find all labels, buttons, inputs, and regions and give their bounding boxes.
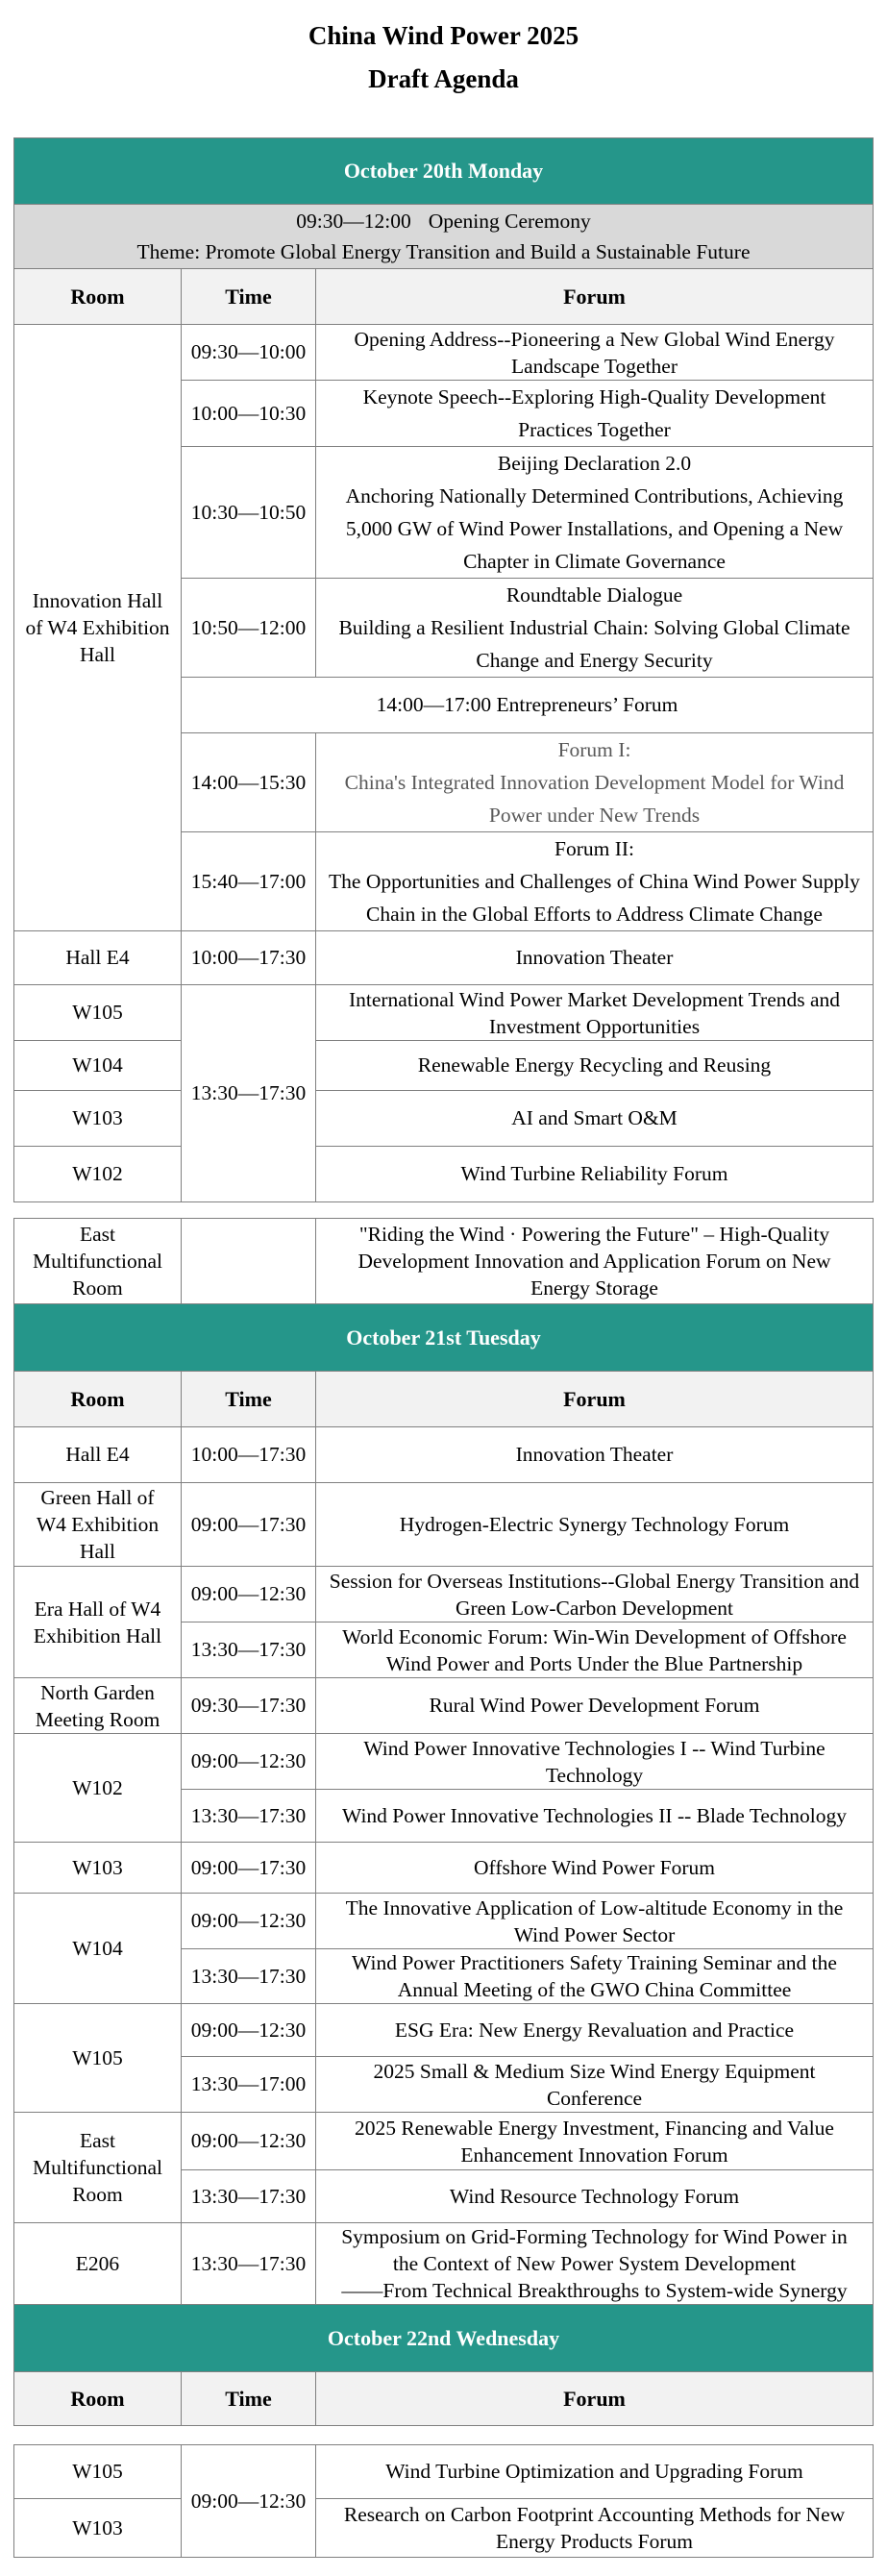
day-label: October 22nd Wednesday xyxy=(14,2305,874,2372)
room-cell: Hall E4 xyxy=(14,1427,182,1483)
room-line: Multifunctional xyxy=(33,2156,162,2179)
time-cell: 10:30—10:50 xyxy=(182,447,316,579)
room-cell: W103 xyxy=(14,1843,182,1894)
ceremony-theme: Theme: Promote Global Energy Transition and Build a Sustainable Future xyxy=(136,240,751,263)
forum-cell: Wind Power Innovative Technologies II -- Blade Technology xyxy=(316,1790,874,1843)
forum-cell xyxy=(316,2113,874,2170)
forum-line: International Wind Power Market Development Trends and xyxy=(348,987,841,1011)
room-line: of W4 Exhibition xyxy=(25,616,170,639)
forum-cell xyxy=(316,733,874,832)
time-cell: 09:00—12:30 xyxy=(182,1894,316,1949)
forum-cell: Wind Turbine Optimization and Upgrading Forum xyxy=(316,2445,874,2499)
room-cell: W102 xyxy=(14,1734,182,1843)
ceremony-heading-line xyxy=(18,206,869,236)
column-header-room: Room xyxy=(14,1372,182,1427)
time-cell: 09:00—12:30 xyxy=(182,2113,316,2170)
forum-line: ——From Technical Breakthroughs to System-wide Synergy xyxy=(341,2279,848,2302)
document-subtitle: Draft Agenda xyxy=(368,64,519,93)
forum-cell xyxy=(316,832,874,931)
forum-cell xyxy=(316,1567,874,1622)
session-row xyxy=(14,2004,874,2057)
forum-line: Keynote Speech--Exploring High-Quality Development xyxy=(362,385,826,409)
forum-cell xyxy=(316,1622,874,1678)
column-header-row xyxy=(14,269,874,325)
forum-cell xyxy=(316,2223,874,2305)
forum-line: Enhancement Innovation Forum xyxy=(460,2143,728,2167)
time-cell: 09:00—12:30 xyxy=(182,1734,316,1790)
column-header-time: Time xyxy=(182,1372,316,1427)
session-row xyxy=(14,985,874,1041)
forum-line: Energy Storage xyxy=(530,1276,658,1300)
forum-cell xyxy=(316,447,874,579)
time-cell: 13:30—17:30 xyxy=(182,1790,316,1843)
time-cell: 09:00—17:30 xyxy=(182,1483,316,1567)
room-cell xyxy=(14,2113,182,2223)
time-cell: 10:00—17:30 xyxy=(182,1427,316,1483)
forum-line: Landscape Together xyxy=(510,354,678,378)
forum-line: Beijing Declaration 2.0 xyxy=(497,452,692,475)
room-cell: W103 xyxy=(14,2499,182,2558)
forum-line: Wind Power and Ports Under the Blue Partnership xyxy=(385,1651,803,1675)
session-row xyxy=(14,1843,874,1894)
forum-line: China's Integrated Innovation Development Model for Wind xyxy=(344,771,845,794)
forum-line: 5,000 GW of Wind Power Installations, and Opening a New xyxy=(345,517,844,540)
day-band-row xyxy=(14,1304,874,1372)
forum-line: Wind Power Practitioners Safety Training Seminar and the xyxy=(352,1951,837,1974)
ceremony-title: Opening Ceremony xyxy=(428,210,591,233)
forum-line: 2025 Small & Medium Size Wind Energy Equipment xyxy=(373,2059,816,2083)
forum-line: Roundtable Dialogue xyxy=(505,583,683,607)
column-header-forum: Forum xyxy=(316,269,874,325)
column-header-forum: Forum xyxy=(316,2372,874,2426)
session-row xyxy=(14,931,874,985)
forum-cell: Innovation Theater xyxy=(316,1427,874,1483)
forum-line: The Innovative Application of Low-altitude Economy in the xyxy=(345,1895,844,1920)
session-row xyxy=(14,1734,874,1790)
session-row xyxy=(14,1678,874,1734)
session-row xyxy=(14,2223,874,2305)
forum-cell xyxy=(316,381,874,447)
time-cell: 13:30—17:30 xyxy=(182,1622,316,1678)
forum-line: Green Low-Carbon Development xyxy=(456,1596,733,1620)
opening-ceremony-row xyxy=(14,205,874,269)
forum-line: Conference xyxy=(546,2086,643,2110)
forum-cell xyxy=(316,1219,874,1304)
forum-cell: Hydrogen-Electric Synergy Technology Forum xyxy=(316,1483,874,1567)
forum-cell xyxy=(316,2499,874,2558)
entrepreneurs-forum-banner: 14:00—17:00 Entrepreneurs’ Forum xyxy=(182,678,874,733)
time-cell: 09:00—12:30 xyxy=(182,1567,316,1622)
room-cell: W102 xyxy=(14,1147,182,1202)
forum-line: Anchoring Nationally Determined Contributions, Achieving xyxy=(345,484,844,508)
forum-line: "Riding the Wind · Powering the Future" – High-Quality xyxy=(358,1223,830,1246)
time-cell: 13:30—17:00 xyxy=(182,2057,316,2113)
room-cell-innovation-hall xyxy=(14,325,182,931)
forum-cell: Renewable Energy Recycling and Reusing xyxy=(316,1041,874,1091)
room-line: W4 Exhibition xyxy=(36,1513,160,1536)
forum-line: The Opportunities and Challenges of China Wind Power Supply xyxy=(329,870,860,893)
room-line: Green Hall of xyxy=(40,1486,155,1509)
room-line: Innovation Hall xyxy=(32,589,163,612)
room-cell: Hall E4 xyxy=(14,931,182,985)
room-line: East xyxy=(79,2129,116,2152)
room-line: Room xyxy=(72,2183,123,2206)
time-cell: 09:30—10:00 xyxy=(182,325,316,381)
column-header-time: Time xyxy=(182,269,316,325)
time-cell: 13:30—17:30 xyxy=(182,2223,316,2305)
forum-line: Forum II: xyxy=(554,837,634,860)
session-row xyxy=(14,1147,874,1202)
forum-cell: Rural Wind Power Development Forum xyxy=(316,1678,874,1734)
forum-cell xyxy=(316,2057,874,2113)
column-header-room: Room xyxy=(14,2372,182,2426)
time-cell: 10:00—17:30 xyxy=(182,931,316,985)
forum-cell: Offshore Wind Power Forum xyxy=(316,1843,874,1894)
time-cell-empty xyxy=(182,1219,316,1304)
time-cell: 09:00—17:30 xyxy=(182,1843,316,1894)
room-line: Hall xyxy=(79,643,116,666)
opening-ceremony-cell xyxy=(14,205,874,269)
forum-line: Forum I: xyxy=(557,738,631,761)
forum-cell: Innovation Theater xyxy=(316,931,874,985)
forum-line: Opening Address--Pioneering a New Global Wind Energy xyxy=(354,327,835,351)
room-line: Room xyxy=(72,1276,123,1300)
room-line: Exhibition Hall xyxy=(33,1623,162,1647)
forum-cell xyxy=(316,579,874,678)
room-cell-east-multifunctional xyxy=(14,1219,182,1304)
forum-line: Practices Together xyxy=(518,418,671,441)
room-cell xyxy=(14,1567,182,1678)
forum-line: Investment Opportunities xyxy=(488,1014,701,1038)
time-cell: 10:50—12:00 xyxy=(182,579,316,678)
time-cell: 10:00—10:30 xyxy=(182,381,316,447)
column-header-forum: Forum xyxy=(316,1372,874,1427)
forum-cell: Wind Turbine Reliability Forum xyxy=(316,1147,874,1202)
room-cell: W105 xyxy=(14,985,182,1041)
time-cell-shared: 09:00—12:30 xyxy=(182,2445,316,2558)
agenda-table-day1 xyxy=(13,137,874,1202)
session-row xyxy=(14,1041,874,1091)
room-cell: W104 xyxy=(14,1894,182,2004)
forum-line: Symposium on Grid-Forming Technology for Wind Power in xyxy=(341,2225,848,2248)
session-row xyxy=(14,1091,874,1147)
forum-line: Session for Overseas Institutions--Global Energy Transition and xyxy=(329,1569,860,1593)
forum-cell: ESG Era: New Energy Revaluation and Practice xyxy=(316,2004,874,2057)
forum-line: Annual Meeting of the GWO China Committee xyxy=(397,1978,792,2001)
room-line: East xyxy=(79,1223,116,1246)
forum-line: Wind Power Sector xyxy=(513,1922,676,1946)
session-row xyxy=(14,1219,874,1304)
session-row xyxy=(14,325,874,381)
forum-line: Chain in the Global Efforts to Address Climate Change xyxy=(366,903,823,926)
forum-line: Development Innovation and Application Forum on New xyxy=(357,1250,831,1273)
time-cell: 15:40—17:00 xyxy=(182,832,316,931)
forum-cell xyxy=(316,985,874,1041)
session-row xyxy=(14,1483,874,1567)
time-cell: 09:30—17:30 xyxy=(182,1678,316,1734)
forum-line: Power under New Trends xyxy=(488,804,701,827)
agenda-table-day2 xyxy=(13,1218,874,2426)
forum-line: Energy Products Forum xyxy=(495,2530,694,2553)
forum-cell xyxy=(316,325,874,381)
day-band-row xyxy=(14,138,874,205)
time-cell: 14:00—15:30 xyxy=(182,733,316,832)
time-cell: 13:30—17:30 xyxy=(182,2170,316,2223)
room-cell xyxy=(14,1483,182,1567)
room-line: North Garden xyxy=(40,1680,155,1704)
forum-line: Building a Resilient Industrial Chain: Solving Global Climate xyxy=(338,616,850,639)
forum-cell: Wind Resource Technology Forum xyxy=(316,2170,874,2223)
room-line: Meeting Room xyxy=(35,1707,160,1731)
room-cell: W105 xyxy=(14,2445,182,2499)
forum-line: Technology xyxy=(545,1763,644,1787)
forum-cell xyxy=(316,1949,874,2004)
session-row xyxy=(14,2499,874,2558)
session-row xyxy=(14,1427,874,1483)
document-title: China Wind Power 2025 xyxy=(308,21,579,50)
document-header xyxy=(0,14,887,101)
day-label: October 21st Tuesday xyxy=(14,1304,874,1372)
column-header-room: Room xyxy=(14,269,182,325)
forum-line: 2025 Renewable Energy Investment, Financing and Value xyxy=(355,2116,834,2140)
agenda-table-day3 xyxy=(13,2444,874,2558)
forum-cell xyxy=(316,1734,874,1790)
column-header-time: Time xyxy=(182,2372,316,2426)
forum-cell xyxy=(316,1894,874,1949)
room-cell: W104 xyxy=(14,1041,182,1091)
room-cell: E206 xyxy=(14,2223,182,2305)
column-header-row xyxy=(14,2372,874,2426)
forum-line: Change and Energy Security xyxy=(476,649,713,672)
room-cell xyxy=(14,1678,182,1734)
day-label: October 20th Monday xyxy=(14,138,874,205)
forum-line: Chapter in Climate Governance xyxy=(463,550,726,573)
column-header-row xyxy=(14,1372,874,1427)
session-row xyxy=(14,1567,874,1622)
forum-cell: AI and Smart O&M xyxy=(316,1091,874,1147)
time-cell-shared: 13:30—17:30 xyxy=(182,985,316,1202)
time-cell: 09:00—12:30 xyxy=(182,2004,316,2057)
forum-line: Research on Carbon Footprint Accounting Methods for New xyxy=(343,2503,846,2526)
session-row xyxy=(14,2113,874,2170)
room-cell: W103 xyxy=(14,1091,182,1147)
session-row xyxy=(14,2445,874,2499)
day-band-row xyxy=(14,2305,874,2372)
forum-line: Wind Power Innovative Technologies I -- Wind Turbine xyxy=(363,1736,825,1760)
room-line: Hall xyxy=(79,1540,116,1563)
session-row xyxy=(14,1894,874,1949)
room-line: Era Hall of W4 xyxy=(34,1597,161,1621)
room-cell: W105 xyxy=(14,2004,182,2113)
forum-line: World Economic Forum: Win-Win Development of Offshore xyxy=(342,1624,847,1648)
time-cell: 13:30—17:30 xyxy=(182,1949,316,2004)
forum-line: the Context of New Power System Development xyxy=(392,2252,797,2275)
ceremony-time: 09:30—12:00 xyxy=(296,210,411,233)
room-line: Multifunctional xyxy=(33,1250,162,1273)
